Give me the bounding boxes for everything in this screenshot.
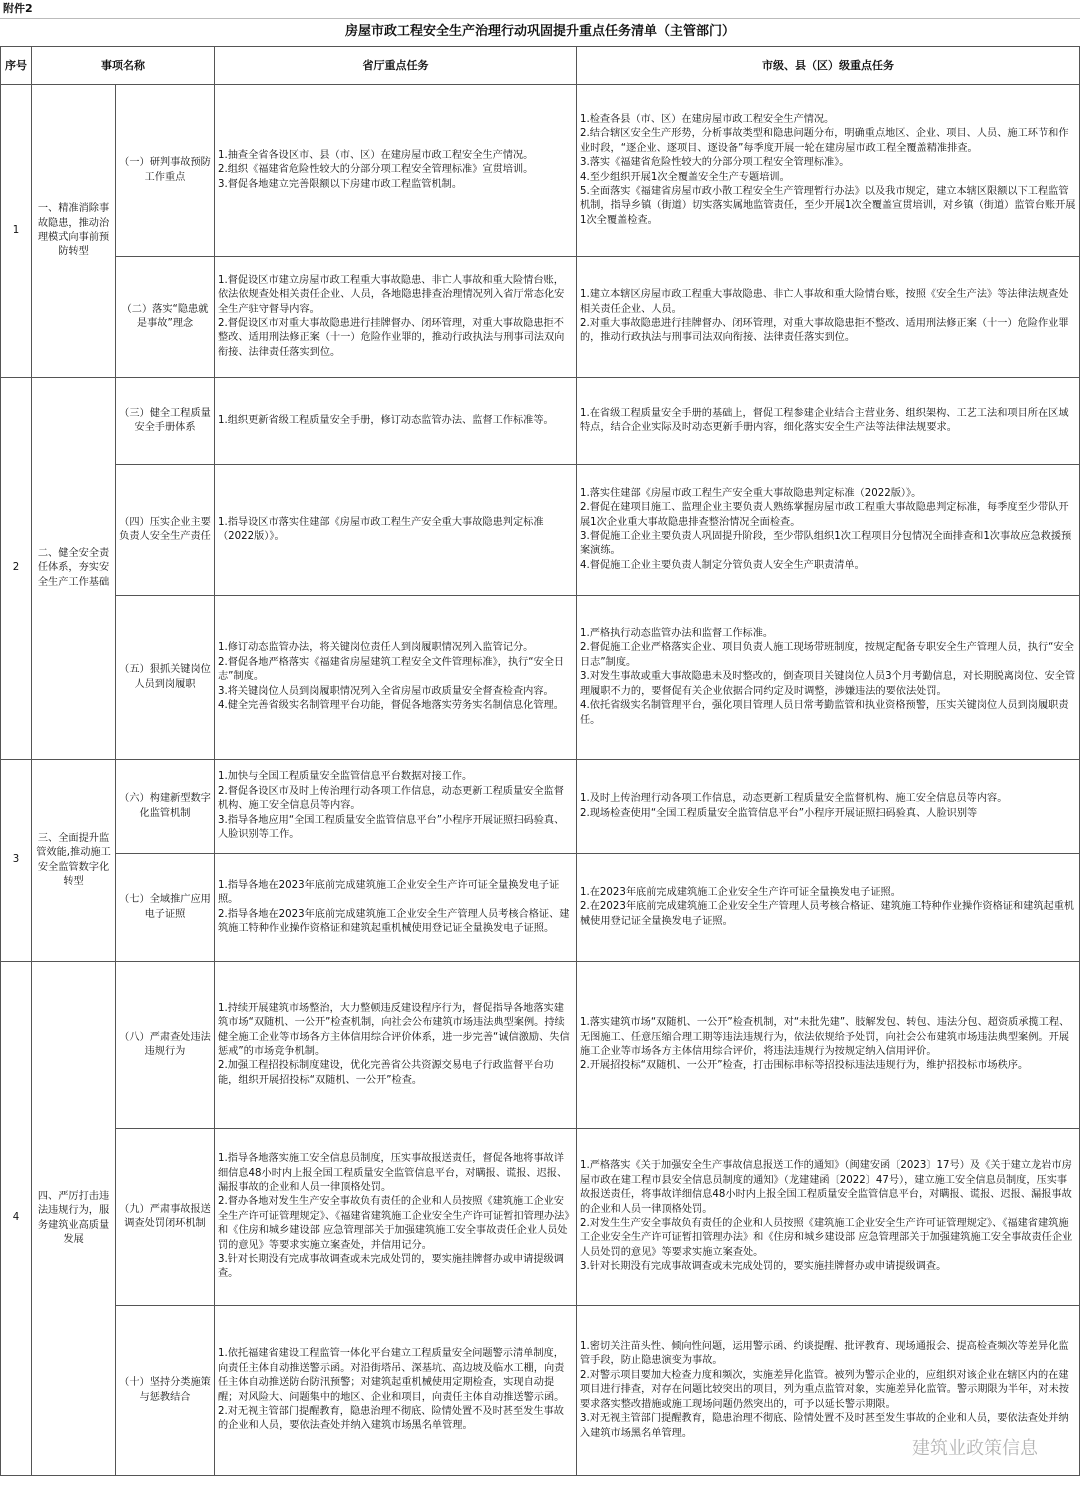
table-row xyxy=(1,1129,1080,1306)
header-provincial: 省厅重点任务 xyxy=(215,47,577,85)
provincial-task: 1.抽查全省各设区市、县（市、区）在建房屋市政工程安全生产情况。 2.组织《福建省危险性较大的分部分项工程安全管理标准》宣贯培训。 3.督促各地建立完善限额以下房建市政工程监管机制。 xyxy=(215,85,577,257)
category-name: 一、精准消除事故隐患，推动治理模式向事前预防转型 xyxy=(32,85,116,378)
city-task: 1.严格执行动态监管办法和监督工作标准。 2.督促施工企业严格落实企业、项目负责人施工现场带班制度，按规定配备专职安全生产管理人员，执行“安全日志”制度。 3.对发生事故或重大事故隐患未及时整改的，倒查项目关键岗位人员3个月考勤信息，对长期脱离岗位、安全管理履职不力的，要督促有关企业依据合同约定及时调整，涉嫌违法的要依法处罚。 4.依托省级实名制管理平台，强化项目管理人员日常考勤监管和执业资格预警，压实关键岗位人员到岗履职责任。 xyxy=(577,596,1080,760)
city-task: 1.密切关注苗头性、倾向性问题，运用警示函、约谈提醒、批评教育、现场通报会、提高检查频次等差异化监管手段，防止隐患演变为事故。 2.对警示项目要加大检查力度和频次，实施差异化监管。被列为警示企业的，应组织对该企业在辖区内的在建项目进行排查，对存在问题比较突出的项目，列为重点监管对象，实施差异化监管。警示期限为半年，对未按要求落实整改措施或施工现场问题仍然突出的，可予以延长警示期限。 3.对无视主管部门提醒教育，隐患治理不彻底、险情处置不及时甚至发生事故的企业和人员，要依法查处并纳入建筑市场黑名单管理。 xyxy=(577,1306,1080,1476)
category-name: 三、全面提升监管效能,推动施工安全监管数字化转型 xyxy=(32,760,116,962)
attachment-label: 附件2 xyxy=(3,2,33,15)
provincial-task: 1.依托福建省建设工程监管一体化平台建立工程质量安全问题警示清单制度，向责任主体自动推送警示函。对沿街塔吊、深基坑、高边坡及临水工棚，向责任主体自动推送防台防汛预警；对建筑起重机械使用定期检查，实现自动提醒；对风险大、问题集中的地区、企业和项目，向责任主体自动推送警示函。 2.对无视主管部门提醒教育，隐患治理不彻底、险情处置不及时甚至发生事故的企业和人员，要依法查处并纳入建筑市场黑名单管理。 xyxy=(215,1306,577,1476)
header-item: 事项名称 xyxy=(32,47,215,85)
city-task: 1.检查各县（市、区）在建房屋市政工程安全生产情况。 2.结合辖区安全生产形势，分析事故类型和隐患问题分布，明确重点地区、企业、项目、人员、施工环节和作业时段，“逐企业、逐项目、逐设备”每季度开展一轮在建房屋市政工程全覆盖精准排查。 3.落实《福建省危险性较大的分部分项工程安全管理标准》。 4.至少组织开展1次全覆盖安全生产专题培训。 5.全面落实《福建省房屋市政小散工程安全生产管理暂行办法》以及我市规定，建立本辖区限额以下工程监管机制，指导乡镇（街道）切实落实属地监管责任，至少开展1次全覆盖宣贯培训，对乡镇（街道）监管台账开展1次全覆盖检查。 xyxy=(577,85,1080,257)
table-row xyxy=(1,596,1080,760)
task-item-name: （十）坚持分类施策与惩教结合 xyxy=(116,1306,215,1476)
provincial-task: 1.修订动态监管办法，将关键岗位责任人到岗履职情况列入监管记分。 2.督促各地严格落实《福建省房屋建筑工程安全文件管理标准》，执行“安全日志”制度。 3.将关键岗位人员到岗履职情况列入全省房屋市政质量安全督查检查内容。 4.健全完善省级实名制管理平台功能，督促各地落实劳务实名制信息化管理。 xyxy=(215,596,577,760)
table-row xyxy=(1,465,1080,596)
city-task: 1.严格落实《关于加强安全生产事故信息报送工作的通知》（闽建安函〔2023〕17号）及《关于建立龙岩市房屋市政在建工程市县安全信息员制度的通知》（龙建建函〔2022〕47号），建立施工安全信息员制度，压实事故报送责任，将事故详细信息48小时内上报全国工程质量安全监管信息平台，对瞒报、谎报、迟报、漏报事故的企业和人员一律顶格处罚。 2.对发生生产安全事故负有责任的企业和人员按照《建筑施工企业安全生产许可证管理规定》、《福建省建筑施工企业安全生产许可证暂扣管理办法》和《住房和城乡建设部 应急管理部关于加强建筑施工安全事故责任企业人员处罚的意见》等要求实施立案查处。 3.针对长期没有完成事故调查或未完成处罚的，要实施挂牌督办或申请提级调查。 xyxy=(577,1129,1080,1306)
watermark: 建筑业政策信息 xyxy=(912,1438,1038,1459)
table-row xyxy=(1,85,1080,257)
table-row xyxy=(1,257,1080,378)
task-item-name: （九）严肃事故报送调查处罚闭环机制 xyxy=(116,1129,215,1306)
header-row xyxy=(1,47,1080,85)
provincial-task: 1.持续开展建筑市场整治，大力整顿违反建设程序行为，督促指导各地落实建筑市场“双随机、一公开”检查机制，向社会公布建筑市场违法典型案例。持续健全施工企业等市场各方主体信用综合评价体系，进一步完善“诚信激励、失信惩戒”的市场竞争机制。 2.加强工程招投标制度建设，优化完善省公共资源交易电子行政监督平台功能，组织开展招投标“双随机、一公开”检查。 xyxy=(215,962,577,1129)
task-item-name: （四）压实企业主要负责人安全生产责任 xyxy=(116,465,215,596)
provincial-task: 1.指导各地落实施工安全信息员制度，压实事故报送责任，督促各地将事故详细信息48小时内上报全国工程质量安全监管信息平台，对瞒报、谎报、迟报、漏报事故的企业和人员一律顶格处罚。 2.督办各地对发生生产安全事故负有责任的企业和人员按照《建筑施工企业安全生产许可证管理规定》、《福建省建筑施工企业安全生产许可证暂扣管理办法》和《住房和城乡建设部 应急管理部关于加强建筑施工安全事故责任企业人员处罚的意见》等要求实施立案查处，并信用记分。 3.针对长期没有完成事故调查或未完成处罚的，要实施挂牌督办或申请提级调查。 xyxy=(215,1129,577,1306)
document-title: 房屋市政工程安全生产治理行动巩固提升重点任务清单（主管部门） xyxy=(0,18,1080,47)
city-task: 1.在省级工程质量安全手册的基础上，督促工程参建企业结合主营业务、组织架构、工艺工法和项目所在区域特点，结合企业实际及时动态更新手册内容，细化落实安全生产法等法律法规要求。 xyxy=(577,378,1080,465)
task-item-name: （六）构建新型数字化监管机制 xyxy=(116,760,215,854)
row-number: 3 xyxy=(1,760,32,962)
provincial-task: 1.组织更新省级工程质量安全手册，修订动态监管办法、监督工作标准等。 xyxy=(215,378,577,465)
task-item-name: （八）严肃查处违法违规行为 xyxy=(116,962,215,1129)
task-item-name: （七）全域推广应用电子证照 xyxy=(116,854,215,962)
table-row xyxy=(1,854,1080,962)
category-name: 二、健全安全责任体系，夯实安全生产工作基础 xyxy=(32,378,116,760)
provincial-task: 1.指导各地在2023年底前完成建筑施工企业安全生产许可证全量换发电子证照。 2.指导各地在2023年底前完成建筑施工企业安全生产管理人员考核合格证、建筑施工特种作业操作资格证和建筑起重机械使用登记证全量换发电子证照。 xyxy=(215,854,577,962)
task-item-name: （三）健全工程质量安全手册体系 xyxy=(116,378,215,465)
city-task: 1.落实建筑市场“双随机、一公开”检查机制，对“未批先建”、肢解发包、转包、违法分包、超资质承揽工程、无图施工、任意压缩合理工期等违法违规行为，依法依规给予处罚，向社会公布建筑市场违法典型案例。开展施工企业等市场各方主体信用综合评价，将违法违规行为按规定纳入信用评价。 2.开展招投标“双随机、一公开”检查，打击围标串标等招投标违法违规行为，维护招投标市场秩序。 xyxy=(577,962,1080,1129)
table-row xyxy=(1,378,1080,465)
provincial-task: 1.加快与全国工程质量安全监管信息平台数据对接工作。 2.督促各设区市及时上传治理行动各项工作信息，动态更新工程质量安全监督机构、施工安全信息员等内容。 3.指导各地应用“全国工程质量安全监管信息平台”小程序开展证照扫码验真、人脸识别等工作。 xyxy=(215,760,577,854)
table-row xyxy=(1,760,1080,854)
provincial-task: 1.指导设区市落实住建部《房屋市政工程生产安全重大事故隐患判定标准（2022版）》。 xyxy=(215,465,577,596)
task-item-name: （一）研判事故预防工作重点 xyxy=(116,85,215,257)
task-item-name: （二）落实“隐患就是事故”理念 xyxy=(116,257,215,378)
provincial-task: 1.督促设区市建立房屋市政工程重大事故隐患、非亡人事故和重大险情台账，依法依规查处相关责任企业、人员，各地隐患排查治理情况列入省厅常态化安全生产驻守督导内容。 2.督促设区市对重大事故隐患进行挂牌督办、闭环管理，对重大事故隐患拒不整改、适用刑法修正案（十一）危险作业罪的，推动行政执法与刑事司法双向衔接、法律责任落实到位。 xyxy=(215,257,577,378)
task-table xyxy=(0,46,1080,1476)
header-no: 序号 xyxy=(1,47,32,85)
table-row xyxy=(1,962,1080,1129)
city-task: 1.在2023年底前完成建筑施工企业安全生产许可证全量换发电子证照。 2.在2023年底前完成建筑施工企业安全生产管理人员考核合格证、建筑施工特种作业操作资格证和建筑起重机械使用登记证全量换发电子证照。 xyxy=(577,854,1080,962)
row-number: 2 xyxy=(1,378,32,760)
header-city: 市级、县（区）级重点任务 xyxy=(577,47,1080,85)
row-number: 4 xyxy=(1,962,32,1476)
task-table-body xyxy=(1,85,1080,1476)
city-task: 1.落实住建部《房屋市政工程生产安全重大事故隐患判定标准（2022版）》。 2.督促在建项目施工、监理企业主要负责人熟练掌握房屋市政工程重大事故隐患判定标准，每季度至少带队开展1次企业重大事故隐患排查整治情况全面检查。 3.督促施工企业主要负责人巩固提升阶段，至少带队组织1次工程项目分包情况全面排查和1次事故应急救援预案演练。 4.督促施工企业主要负责人制定分管负责人安全生产职责清单。 xyxy=(577,465,1080,596)
attachment-line xyxy=(0,0,1080,19)
row-number: 1 xyxy=(1,85,32,378)
task-item-name: （五）狠抓关键岗位人员到岗履职 xyxy=(116,596,215,760)
category-name: 四、严厉打击违法违规行为，服务建筑业高质量发展 xyxy=(32,962,116,1476)
city-task: 1.及时上传治理行动各项工作信息，动态更新工程质量安全监督机构、施工安全信息员等内容。 2.现场检查使用“全国工程质量安全监管信息平台”小程序开展证照扫码验真、人脸识别等 xyxy=(577,760,1080,854)
city-task: 1.建立本辖区房屋市政工程重大事故隐患、非亡人事故和重大险情台账，按照《安全生产法》等法律法规查处相关责任企业、人员。 2.对重大事故隐患进行挂牌督办、闭环管理，对重大事故隐患拒不整改、适用刑法修正案（十一）危险作业罪的，推动行政执法与刑事司法双向衔接、法律责任落实到位。 xyxy=(577,257,1080,378)
